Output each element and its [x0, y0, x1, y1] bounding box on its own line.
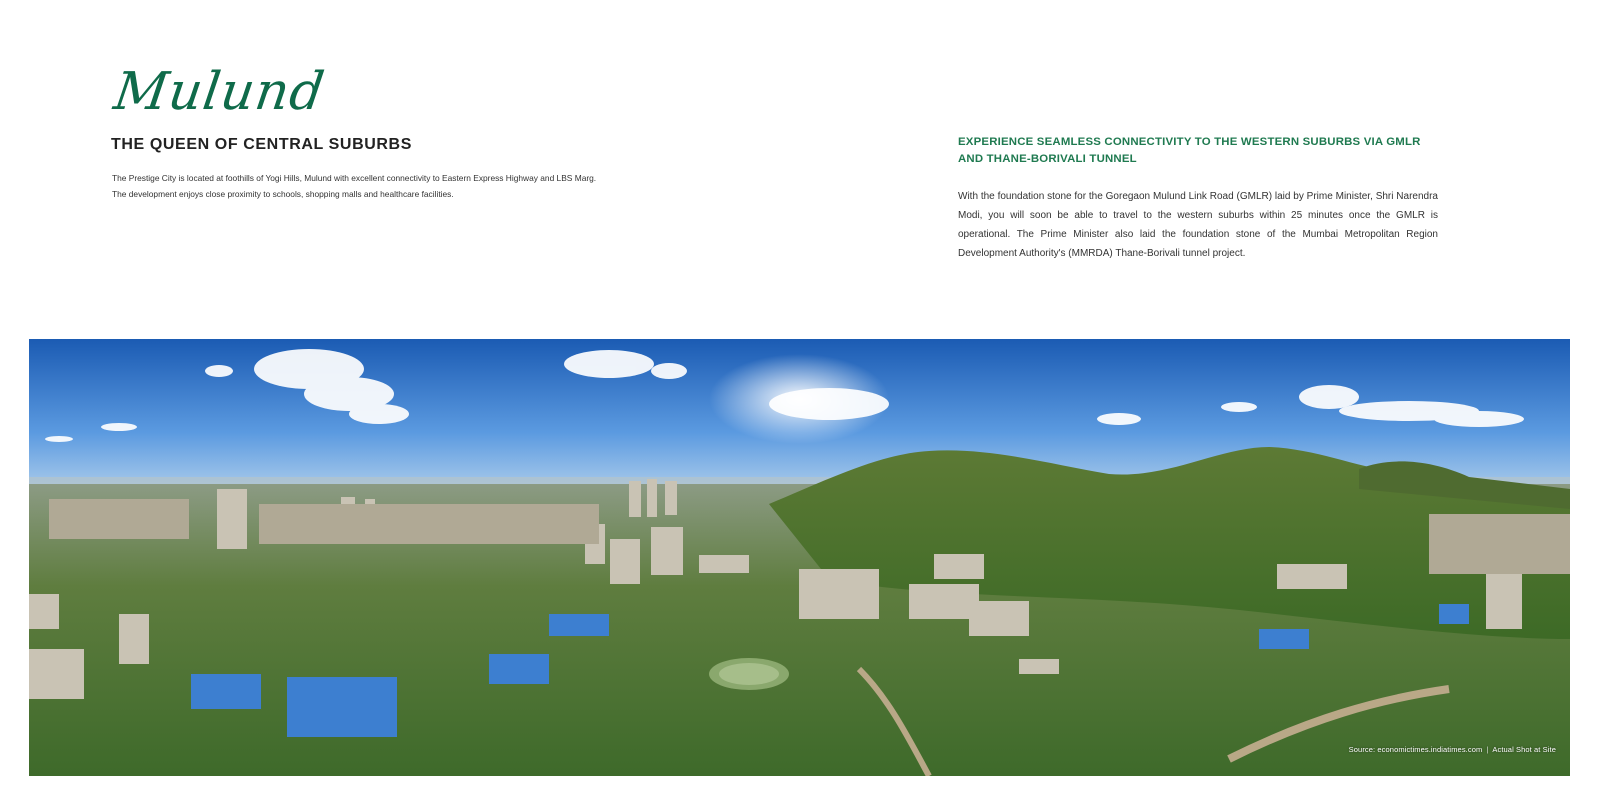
aerial-landscape-illustration	[29, 339, 1570, 776]
intro-text	[112, 170, 672, 202]
intro-line-2: The development enjoys close proximity to schools, shopping malls and healthcare facilities.	[112, 189, 454, 199]
connectivity-body: With the foundation stone for the Goregaon Mulund Link Road (GMLR) laid by Prime Minister, Shri Narendra Modi, you will soon be able to travel to the western suburbs within 25 minutes once the GMLR is operational. The Prime Minister also laid the foundation stone of the Mumbai Metropolitan Region Development Authority's (MMRDA) Thane-Borivali tunnel project.	[958, 191, 1438, 259]
script-title: Mulund	[110, 62, 329, 122]
panorama-photo	[29, 339, 1570, 776]
source-label: Source: economictimes.indiatimes.com	[1348, 745, 1483, 754]
intro-line-1: The Prestige City is located at foothills of Yogi Hills, Mulund with excellent connectivity to Eastern Express Highway and LBS Marg.	[112, 173, 597, 183]
shot-label: Actual Shot at Site	[1492, 745, 1556, 754]
caption-separator: |	[1486, 745, 1489, 754]
page-heading: THE QUEEN OF CENTRAL SUBURBS	[111, 136, 412, 153]
connectivity-heading: EXPERIENCE SEAMLESS CONNECTIVITY TO THE WESTERN SUBURBS VIA GMLR AND THANE-BORIVALI TUNNEL	[958, 136, 1421, 165]
photo-caption	[1349, 745, 1556, 754]
